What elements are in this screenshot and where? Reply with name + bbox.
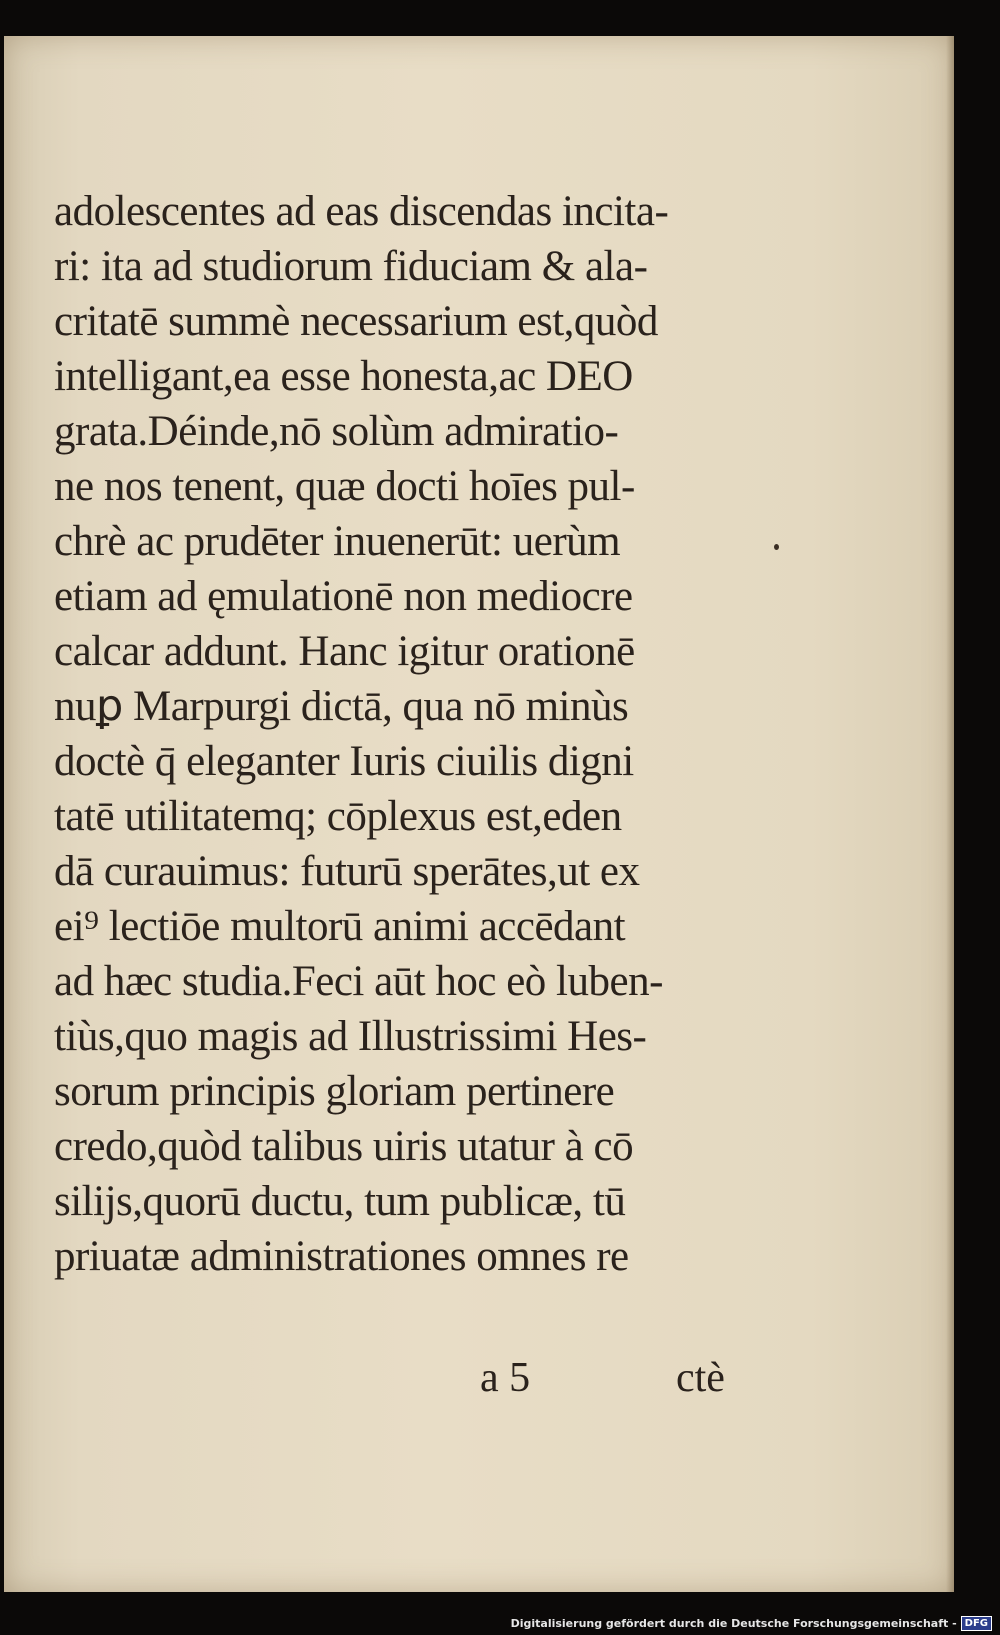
text-line: tiùs,quo magis ad Illustrissimi Hes-: [54, 1013, 647, 1060]
text-line: intelligant,ea esse honesta,ac DEO: [54, 353, 633, 400]
text-line: silijs,quorū ductu, tum publicæ, tū: [54, 1178, 626, 1225]
ink-speck: [774, 544, 779, 550]
signature-mark: a 5: [480, 1355, 531, 1401]
text-line: grata.Déinde,nō solùm admiratio-: [54, 408, 619, 455]
text-line: chrè ac prudēter inuenerūt: uerùm: [54, 518, 621, 565]
credit-text: Digitalisierung gefördert durch die Deutsche Forschungsgemeinschaft -: [510, 1617, 957, 1630]
text-line: dā curauimus: futurū sperātes,ut ex: [54, 848, 640, 895]
text-line: etiam ad ęmulationē non mediocre: [54, 573, 633, 620]
text-line: sorum principis gloriam pertinere: [54, 1068, 615, 1115]
book-page: [4, 36, 954, 1592]
page-text: [54, 184, 764, 1284]
text-line: credo,quòd talibus uiris utatur à cō: [54, 1123, 634, 1170]
text-line: adolescentes ad eas discendas incita-: [54, 188, 669, 235]
text-line: priuatæ administrationes omnes re: [54, 1233, 629, 1280]
signature-row: [4, 1354, 954, 1414]
text-line: nuꝑ Marpurgi dictā, qua nō minùs: [54, 683, 629, 730]
text-line: tatē utilitatemq; cōplexus est,eden: [54, 793, 622, 840]
text-line: ei⁹ lectiōe multorū animi accēdant: [54, 903, 626, 950]
text-line: doctè q̄ eleganter Iuris ciuilis digni: [54, 738, 634, 785]
text-line: critatē summè necessarium est,quòd: [54, 298, 658, 345]
text-line: ne nos tenent, quæ docti hoīes pul-: [54, 463, 635, 510]
digitization-credit: [511, 1616, 992, 1631]
text-line: calcar addunt. Hanc igitur orationē: [54, 628, 635, 675]
text-line: ri: ita ad studiorum fiduciam & ala-: [54, 243, 648, 290]
catchword: ctè: [676, 1355, 725, 1401]
dfg-logo: DFG: [961, 1616, 992, 1631]
text-line: ad hæc studia.Feci aūt hoc eò luben-: [54, 958, 663, 1005]
